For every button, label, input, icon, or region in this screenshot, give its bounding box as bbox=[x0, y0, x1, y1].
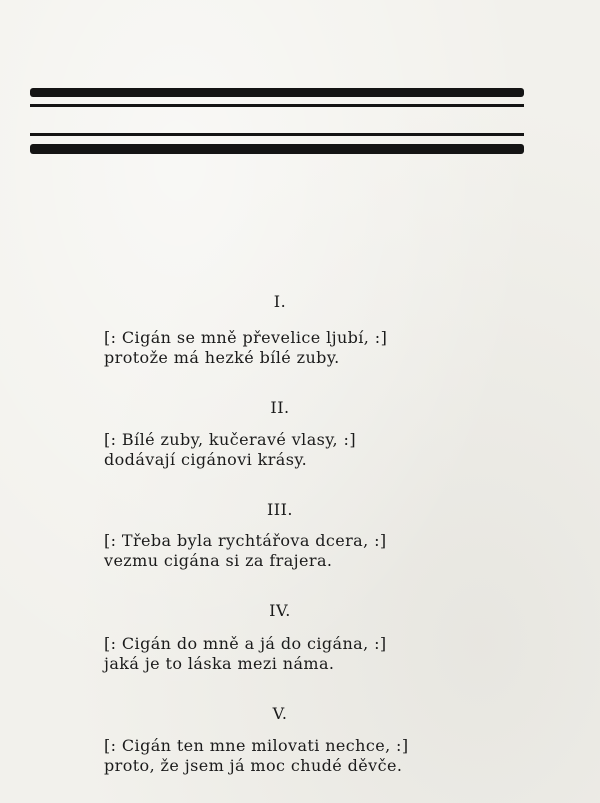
verse-line: protože má hezké bílé zuby. bbox=[104, 348, 340, 367]
verse-line: proto, že jsem já moc chudé děvče. bbox=[104, 756, 403, 775]
verse-line: [: Cigán ten mne milovati nechce, :] bbox=[104, 736, 409, 755]
bottom-thin-rule bbox=[30, 133, 524, 136]
bottom-thick-rule bbox=[30, 144, 524, 154]
verse-line: [: Cigán se mně převelice ljubí, :] bbox=[104, 328, 388, 347]
top-thick-rule bbox=[30, 88, 524, 97]
verse-line: [: Bílé zuby, kučeravé vlasy, :] bbox=[104, 430, 356, 449]
top-thin-rule bbox=[30, 104, 524, 107]
stanza-numeral: IV. bbox=[269, 601, 291, 620]
verse-line: [: Cigán do mně a já do cigána, :] bbox=[104, 634, 387, 653]
stanza-numeral: I. bbox=[273, 292, 287, 311]
stanza-numeral: III. bbox=[266, 500, 294, 519]
verse-line: jaká je to láska mezi náma. bbox=[104, 654, 335, 673]
verse-line: dodávají cigánovi krásy. bbox=[104, 450, 308, 469]
verse-line: [: Třeba byla rychtářova dcera, :] bbox=[104, 531, 387, 550]
stanza-numeral: V. bbox=[272, 704, 288, 723]
stanza-numeral: II. bbox=[270, 398, 290, 417]
verse-line: vezmu cigána si za frajera. bbox=[104, 551, 333, 570]
